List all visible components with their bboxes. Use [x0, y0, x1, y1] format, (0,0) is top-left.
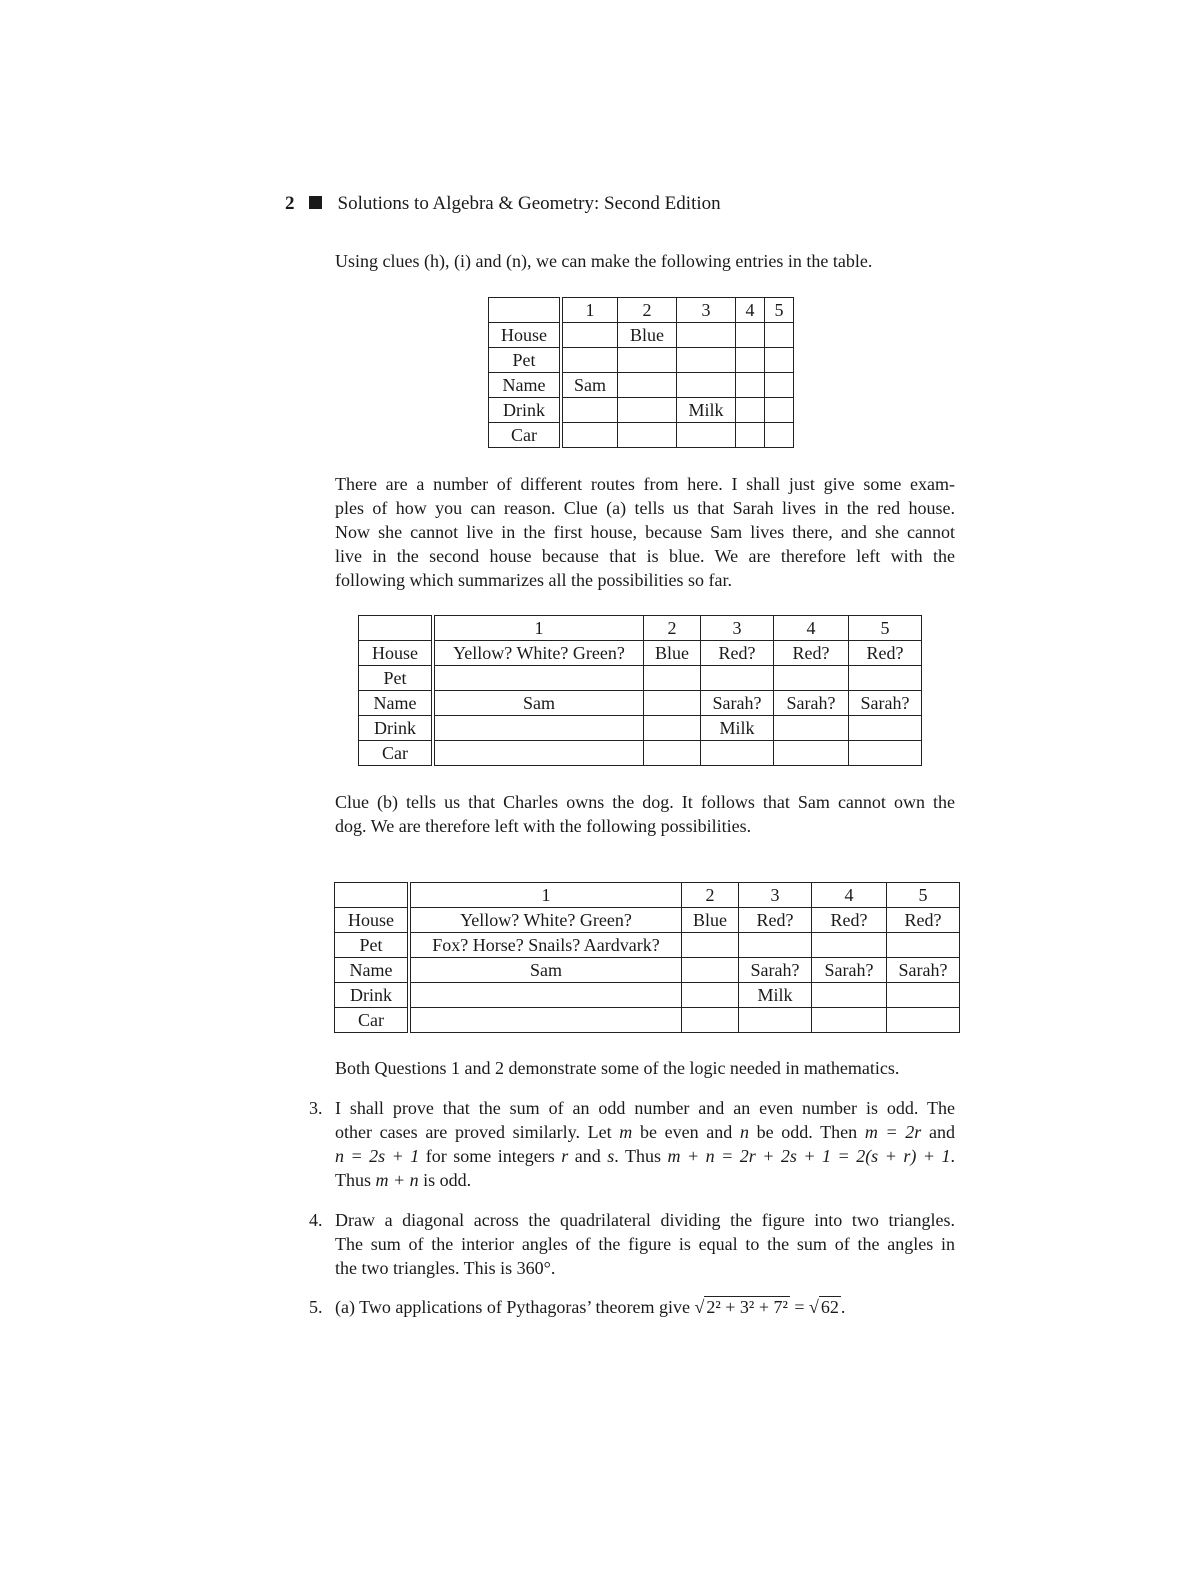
column-header: 2	[644, 616, 701, 641]
table-cell: Sarah?	[812, 958, 887, 983]
table-row	[359, 641, 922, 666]
table-cell	[644, 666, 701, 691]
item-line: other cases are proved similarly. Let m be even and n be odd. Then m = 2r and	[335, 1122, 955, 1142]
table-cell	[677, 348, 736, 373]
sqrt-sign: √	[809, 1297, 819, 1317]
row-label: House	[335, 908, 410, 933]
table-cell: Yellow? White? Green?	[409, 908, 682, 933]
table-cell	[765, 423, 794, 448]
table-cell	[887, 1008, 960, 1033]
row-label: Pet	[335, 933, 410, 958]
paragraph-line: following which summarizes all the possibilities so far.	[335, 570, 732, 590]
row-label: Drink	[335, 983, 410, 1008]
table-cell: Red?	[739, 908, 812, 933]
table-header-row	[489, 298, 794, 323]
item-line: I shall prove that the sum of an odd number and an even number is odd. The	[335, 1098, 955, 1118]
paragraph-line: dog. We are therefore left with the following possibilities.	[335, 816, 752, 836]
table-cell	[736, 373, 765, 398]
table-cell	[701, 741, 774, 766]
table-cell	[849, 741, 922, 766]
paragraph-line: Now she cannot live in the first house, because Sam lives there, and she cannot	[335, 522, 955, 542]
row-label: House	[489, 323, 562, 348]
table-cell	[736, 423, 765, 448]
table-cell: Red?	[774, 641, 849, 666]
item-number: 4.	[309, 1210, 323, 1230]
table-cell	[409, 983, 682, 1008]
table-cell: Sam	[433, 691, 644, 716]
row-label: Car	[489, 423, 562, 448]
table-cell: Red?	[701, 641, 774, 666]
row-label: Pet	[489, 348, 562, 373]
running-header	[285, 193, 721, 215]
table-cell: Blue	[682, 908, 739, 933]
table-cell: Sarah?	[849, 691, 922, 716]
table-row	[359, 716, 922, 741]
table-cell	[409, 1008, 682, 1033]
column-header	[359, 616, 434, 641]
row-label: Name	[335, 958, 410, 983]
table-row	[489, 348, 794, 373]
table-cell	[682, 933, 739, 958]
table-cell	[736, 348, 765, 373]
table-pet-possibilities	[334, 882, 960, 1033]
table-row	[335, 933, 960, 958]
table-cell	[433, 741, 644, 766]
table-cell	[561, 323, 618, 348]
table-cell: Blue	[618, 323, 677, 348]
row-label: Pet	[359, 666, 434, 691]
row-label: Name	[359, 691, 434, 716]
table-row	[359, 666, 922, 691]
row-label: Drink	[359, 716, 434, 741]
table-cell	[433, 716, 644, 741]
table-row	[489, 423, 794, 448]
intro-text: Using clues (h), (i) and (n), we can make the following entries in the table.	[335, 251, 873, 271]
table-cell	[774, 741, 849, 766]
table-cell	[618, 398, 677, 423]
table-cell: Milk	[677, 398, 736, 423]
table-cell: Sarah?	[774, 691, 849, 716]
table-cell	[618, 423, 677, 448]
table-row	[489, 373, 794, 398]
column-header: 2	[618, 298, 677, 323]
column-header: 1	[409, 883, 682, 908]
table-cell: Milk	[701, 716, 774, 741]
paragraph-line: Both Questions 1 and 2 demonstrate some of the logic needed in mathematics.	[335, 1058, 900, 1078]
table-cell: Sarah?	[739, 958, 812, 983]
table-cell	[561, 348, 618, 373]
table-cell: Yellow? White? Green?	[433, 641, 644, 666]
item-line: (a) Two applications of Pythagoras’ theorem give √ 2² + 3² + 7² = √ 62 .	[335, 1297, 846, 1317]
table-cell	[644, 741, 701, 766]
table-cell	[849, 716, 922, 741]
table-cell	[433, 666, 644, 691]
square-bullet-icon	[309, 196, 322, 209]
column-header: 1	[561, 298, 618, 323]
table-row	[489, 323, 794, 348]
book-title: Solutions to Algebra & Geometry: Second Edition	[337, 193, 721, 214]
item-line: the two triangles. This is 360°.	[335, 1258, 556, 1278]
table-cell	[849, 666, 922, 691]
table-cell	[812, 933, 887, 958]
table-row	[335, 983, 960, 1008]
page-number: 2	[285, 193, 295, 214]
table-cell	[887, 933, 960, 958]
table-cell: Sarah?	[701, 691, 774, 716]
row-label: Drink	[489, 398, 562, 423]
row-label: House	[359, 641, 434, 666]
column-header: 2	[682, 883, 739, 908]
table-cell: Blue	[644, 641, 701, 666]
sqrt-sign: √	[694, 1297, 705, 1317]
table-cell	[812, 1008, 887, 1033]
table-cell: Red?	[812, 908, 887, 933]
column-header	[335, 883, 410, 908]
column-header: 4	[736, 298, 765, 323]
table-cell	[682, 1008, 739, 1033]
item-line: Draw a diagonal across the quadrilateral dividing the figure into two triangles.	[335, 1210, 955, 1230]
item-3	[309, 1096, 955, 1192]
table-initial-entries	[488, 297, 794, 448]
table-cell	[765, 398, 794, 423]
item-line: n = 2s + 1 for some integers r and s. Thus m + n = 2r + 2s + 1 = 2(s + r) + 1.	[335, 1146, 955, 1166]
dog-paragraph	[335, 790, 955, 838]
table-cell: Sam	[561, 373, 618, 398]
table-row	[359, 691, 922, 716]
column-header: 4	[774, 616, 849, 641]
row-label: Car	[359, 741, 434, 766]
table-cell	[618, 373, 677, 398]
radicand: 2² + 3² + 7²	[706, 1297, 788, 1317]
table-cell	[739, 1008, 812, 1033]
item-number: 5.	[309, 1297, 323, 1317]
table-cell: Sarah?	[887, 958, 960, 983]
table-cell	[774, 716, 849, 741]
paragraph-line: ples of how you can reason. Clue (a) tells us that Sarah lives in the red house.	[335, 498, 955, 518]
table-cell	[677, 373, 736, 398]
table-cell: Red?	[849, 641, 922, 666]
row-label: Name	[489, 373, 562, 398]
radicand: 62	[820, 1297, 839, 1317]
column-header: 5	[849, 616, 922, 641]
table-cell: Milk	[739, 983, 812, 1008]
item-line: Thus m + n is odd.	[335, 1170, 472, 1190]
table-header-row	[335, 883, 960, 908]
table-cell	[774, 666, 849, 691]
table-row	[489, 398, 794, 423]
table-cell	[765, 323, 794, 348]
table-cell	[618, 348, 677, 373]
routes-paragraph	[335, 472, 955, 592]
table-cell	[701, 666, 774, 691]
table-cell: Fox? Horse? Snails? Aardvark?	[409, 933, 682, 958]
table-cell	[677, 323, 736, 348]
table-cell	[644, 716, 701, 741]
column-header: 3	[739, 883, 812, 908]
item-5	[309, 1295, 955, 1319]
column-header: 4	[812, 883, 887, 908]
table-row	[335, 908, 960, 933]
row-label: Car	[335, 1008, 410, 1033]
table-cell	[644, 691, 701, 716]
intro-paragraph	[335, 249, 955, 273]
table-cell	[739, 933, 812, 958]
table-cell	[765, 348, 794, 373]
column-header: 1	[433, 616, 644, 641]
item-number: 3.	[309, 1098, 323, 1118]
table-row	[335, 958, 960, 983]
item-4	[309, 1208, 955, 1280]
table-cell	[812, 983, 887, 1008]
column-header	[489, 298, 562, 323]
table-row	[359, 741, 922, 766]
column-header: 3	[701, 616, 774, 641]
table-cell	[682, 958, 739, 983]
item-line: The sum of the interior angles of the figure is equal to the sum of the angles in	[335, 1234, 955, 1254]
column-header: 5	[887, 883, 960, 908]
column-header: 3	[677, 298, 736, 323]
table-cell	[765, 373, 794, 398]
table-cell	[736, 323, 765, 348]
paragraph-line: Clue (b) tells us that Charles owns the dog. It follows that Sam cannot own the	[335, 792, 955, 812]
paragraph-line: live in the second house because that is blue. We are therefore left with the	[335, 546, 955, 566]
table-cell	[887, 983, 960, 1008]
logic-paragraph	[335, 1056, 955, 1080]
table-header-row	[359, 616, 922, 641]
column-header: 5	[765, 298, 794, 323]
table-row	[335, 1008, 960, 1033]
table-cell: Sam	[409, 958, 682, 983]
table-cell	[682, 983, 739, 1008]
table-cell: Red?	[887, 908, 960, 933]
table-cell	[561, 423, 618, 448]
table-cell	[561, 398, 618, 423]
table-cell	[736, 398, 765, 423]
table-sarah-possibilities	[358, 615, 922, 766]
table-cell	[677, 423, 736, 448]
paragraph-line: There are a number of different routes from here. I shall just give some exam-	[335, 474, 955, 494]
